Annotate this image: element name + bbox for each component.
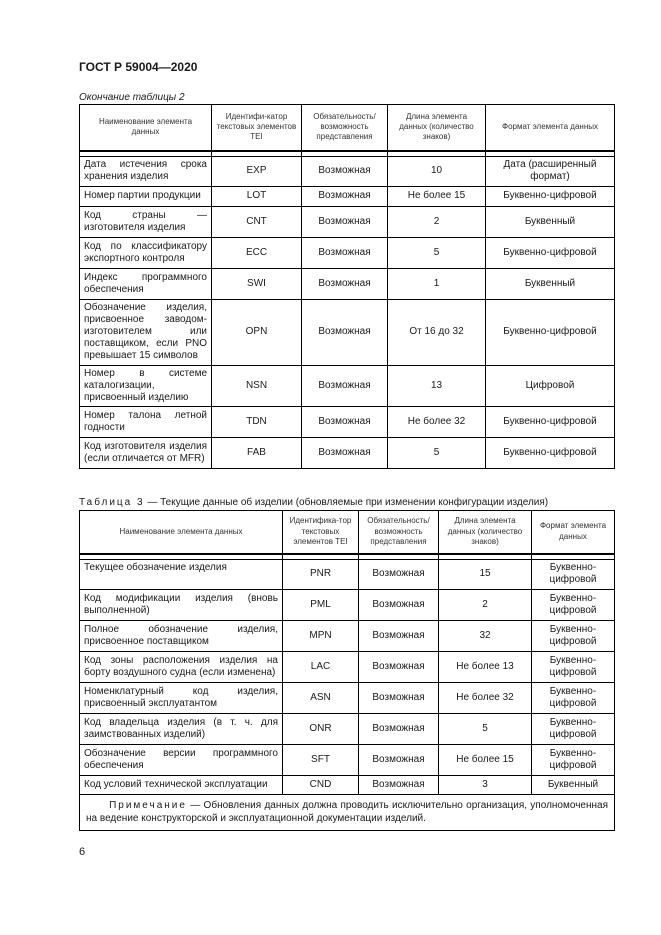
cell-tei: TDN (212, 406, 302, 437)
cell-name: Номер партии продукции (80, 186, 212, 206)
cell-length: 5 (388, 437, 486, 468)
cell-obligation: Возможная (302, 186, 388, 206)
cell-name: Текущее обозначение изделия (80, 559, 283, 589)
column-header: Идентифика-тор текстовых элементов TEI (283, 511, 359, 554)
cell-format: Буквенно-цифровой (532, 559, 615, 589)
table-row (80, 682, 615, 713)
cell-tei: PNR (283, 559, 359, 589)
cell-obligation: Возможная (359, 744, 439, 775)
cell-obligation: Возможная (359, 713, 439, 744)
cell-obligation: Возможная (302, 437, 388, 468)
cell-format: Буквенно-цифровой (532, 651, 615, 682)
cell-name: Обозначение версии программного обеспечения (80, 744, 283, 775)
cell-obligation: Возможная (302, 268, 388, 299)
cell-name: Полное обозначение изделия, присвоенное поставщиком (80, 620, 283, 651)
cell-tei: OPN (212, 299, 302, 365)
cell-format: Буквенно-цифровой (532, 713, 615, 744)
document-header: ГОСТ Р 59004—2020 (79, 60, 198, 74)
cell-format: Буквенно-цифровой (532, 589, 615, 620)
cell-obligation: Возможная (302, 299, 388, 365)
cell-obligation: Возможная (302, 365, 388, 406)
cell-name: Код условий технической эксплуатации (80, 775, 283, 794)
table-row (80, 406, 615, 437)
note-text: — Обновления данных должна проводить исключительно организация, уполномоченная на ведение конструкторской и эксплуатационной документации изделий. (86, 799, 608, 824)
cell-format: Дата (расширенный формат) (486, 156, 615, 186)
cell-format: Буквенно-цифровой (532, 620, 615, 651)
cell-length: Не более 13 (439, 651, 532, 682)
cell-name: Код модификации изделия (вновь выполненной) (80, 589, 283, 620)
column-header: Обязательность/ возможность представления (302, 105, 388, 151)
cell-name: Код по классификатору экспортного контроля (80, 237, 212, 268)
cell-tei: PML (283, 589, 359, 620)
column-header: Идентифи-катор текстовых элементов TEI (212, 105, 302, 151)
cell-tei: EXP (212, 156, 302, 186)
cell-tei: CNT (212, 206, 302, 237)
cell-name: Код владельца изделия (в т. ч. для заимствованных изделий) (80, 713, 283, 744)
table2 (79, 104, 615, 469)
cell-length: 5 (388, 237, 486, 268)
cell-length: 15 (439, 559, 532, 589)
cell-name: Код изготовителя изделия (если отличается от MFR) (80, 437, 212, 468)
cell-name: Номенклатурный код изделия, присвоенный эксплуатантом (80, 682, 283, 713)
table-row (80, 437, 615, 468)
cell-format: Буквенно-цифровой (486, 186, 615, 206)
table3-caption-text: — Текущие данные об изделии (обновляемые при изменении конфигурации изделия) (144, 497, 549, 508)
cell-tei: LAC (283, 651, 359, 682)
cell-length: 5 (439, 713, 532, 744)
cell-name: Код страны — изготовителя изделия (80, 206, 212, 237)
cell-obligation: Возможная (302, 156, 388, 186)
cell-length: Не более 15 (439, 744, 532, 775)
cell-format: Буквенно-цифровой (486, 299, 615, 365)
cell-obligation: Возможная (302, 237, 388, 268)
table-row (80, 186, 615, 206)
table3-caption-label: Таблица 3 (79, 497, 145, 508)
cell-length: 1 (388, 268, 486, 299)
cell-obligation: Возможная (359, 559, 439, 589)
cell-format: Буквенный (532, 775, 615, 794)
cell-length: Не более 15 (388, 186, 486, 206)
table2-caption: Окончание таблицы 2 (79, 92, 185, 103)
cell-tei: MPN (283, 620, 359, 651)
cell-name: Код зоны расположения изделия на борту воздушного судна (если изменена) (80, 651, 283, 682)
table-row (80, 559, 615, 589)
column-header: Формат элемента данных (486, 105, 615, 151)
cell-name: Индекс программного обеспечения (80, 268, 212, 299)
cell-format: Буквенно-цифровой (486, 437, 615, 468)
cell-name: Номер талона летной годности (80, 406, 212, 437)
cell-format: Буквенный (486, 268, 615, 299)
table-row (80, 365, 615, 406)
cell-obligation: Возможная (359, 651, 439, 682)
cell-tei: ECC (212, 237, 302, 268)
table-row (80, 620, 615, 651)
table-row (80, 713, 615, 744)
table-row (80, 651, 615, 682)
cell-length: 3 (439, 775, 532, 794)
cell-format: Буквенно-цифровой (532, 744, 615, 775)
cell-length: 32 (439, 620, 532, 651)
table-note-row (80, 794, 615, 830)
cell-tei: LOT (212, 186, 302, 206)
cell-tei: SFT (283, 744, 359, 775)
cell-length: 2 (439, 589, 532, 620)
table-row (80, 744, 615, 775)
cell-length: От 16 до 32 (388, 299, 486, 365)
page-number: 6 (79, 846, 86, 858)
cell-length: Не более 32 (388, 406, 486, 437)
cell-tei: ONR (283, 713, 359, 744)
table-row (80, 268, 615, 299)
column-header: Наименование элемента данных (80, 105, 212, 151)
cell-tei: CND (283, 775, 359, 794)
cell-tei: ASN (283, 682, 359, 713)
table-row (80, 206, 615, 237)
cell-name: Обозначение изделия, присвоенное заводом-изготовителем или поставщиком, если PNO превышает 15 символов (80, 299, 212, 365)
column-header: Обязательность/ возможность представления (359, 511, 439, 554)
cell-obligation: Возможная (359, 589, 439, 620)
cell-format: Буквенный (486, 206, 615, 237)
cell-format: Буквенно-цифровой (532, 682, 615, 713)
table-row (80, 237, 615, 268)
cell-length: 13 (388, 365, 486, 406)
cell-length: Не более 32 (439, 682, 532, 713)
column-header: Наименование элемента данных (80, 511, 283, 554)
table-row (80, 775, 615, 794)
cell-tei: NSN (212, 365, 302, 406)
table3 (79, 510, 615, 831)
table3-caption (79, 497, 548, 508)
table-note (80, 794, 615, 830)
note-label: Примечание (109, 799, 187, 811)
column-header: Длина элемента данных (количество знаков) (439, 511, 532, 554)
cell-length: 2 (388, 206, 486, 237)
cell-obligation: Возможная (302, 406, 388, 437)
cell-length: 10 (388, 156, 486, 186)
table-row (80, 156, 615, 186)
cell-name: Дата истечения срока хранения изделия (80, 156, 212, 186)
cell-obligation: Возможная (359, 775, 439, 794)
cell-name: Номер в системе каталогизации, присвоенный изделию (80, 365, 212, 406)
cell-format: Буквенно-цифровой (486, 406, 615, 437)
column-header: Длина элемента данных (количество знаков) (388, 105, 486, 151)
cell-obligation: Возможная (302, 206, 388, 237)
cell-tei: SWI (212, 268, 302, 299)
cell-format: Цифровой (486, 365, 615, 406)
table-row (80, 589, 615, 620)
cell-tei: FAB (212, 437, 302, 468)
cell-format: Буквенно-цифровой (486, 237, 615, 268)
table-row (80, 299, 615, 365)
cell-obligation: Возможная (359, 620, 439, 651)
column-header: Формат элемента данных (532, 511, 615, 554)
cell-obligation: Возможная (359, 682, 439, 713)
